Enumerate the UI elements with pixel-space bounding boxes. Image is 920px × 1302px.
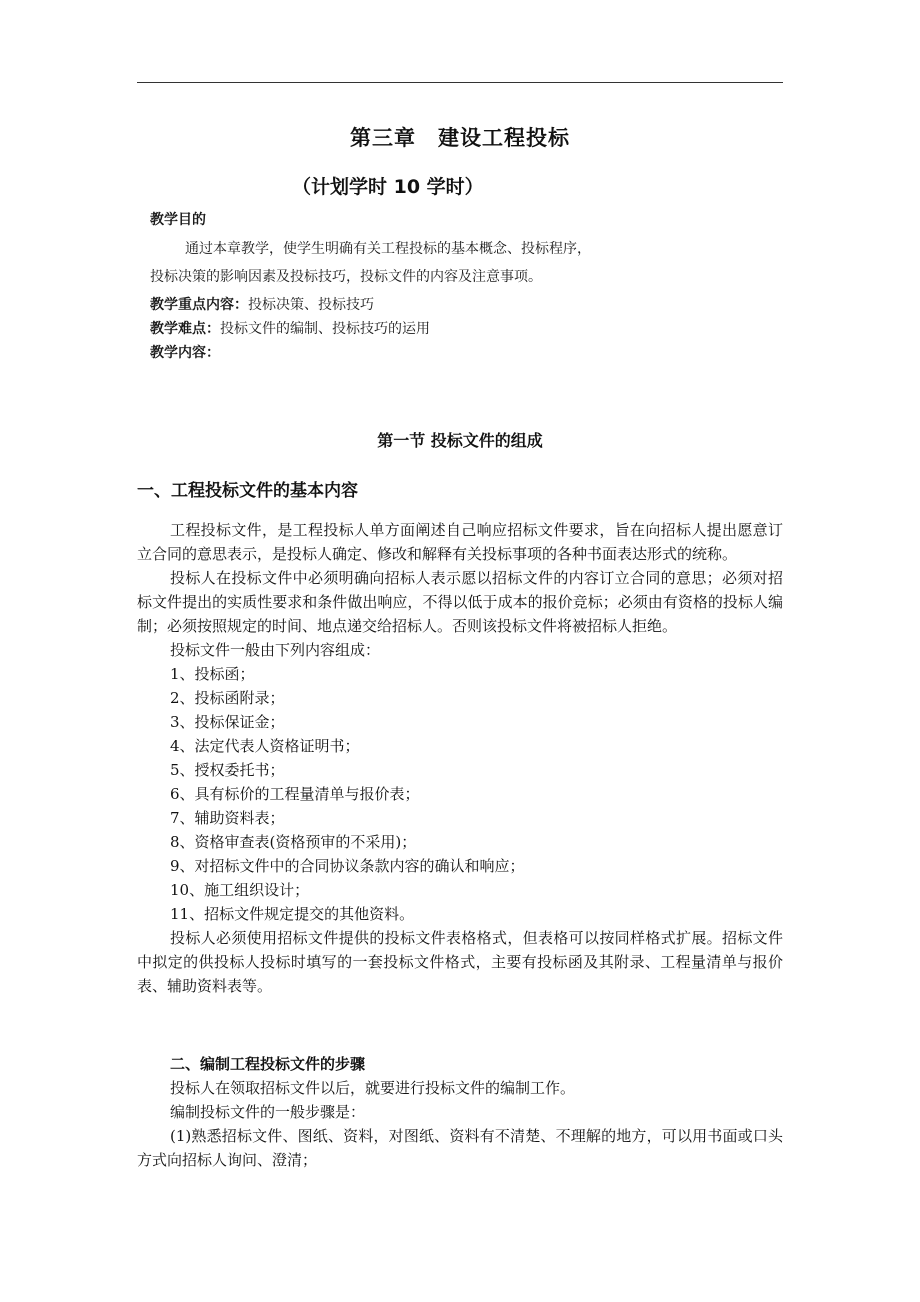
body-block-2 [137,1076,783,1172]
difficulties-label: 教学难点： [150,321,220,337]
paragraph-format: 投标人必须使用招标文件提供的投标文件表格格式，但表格可以按同样格式扩展。招标文件中拟定的供投标人投标时填写的一套投标文件格式，主要有投标函及其附录、工程量清单与报价表、辅助资料表等。 [137,929,783,995]
list-item: 2、投标函附录； [170,689,285,707]
paragraph-steps-intro: 投标人在领取招标文件以后，就要进行投标文件的编制工作。 [170,1079,576,1097]
list-item: 5、授权委托书； [170,761,285,779]
objectives-label: 教学目的 [150,212,206,228]
key-points [150,294,374,314]
list-item: 1、投标函； [170,665,255,683]
paragraph-requirements: 投标人在投标文件中必须明确向招标人表示愿以招标文件的内容订立合同的意思；必须对招标文件提出的实质性要求和条件做出响应，不得以低于成本的报价竞标；必须由有资格的投标人编制；必须按照规定的时间、地点递交给招标人。否则该投标文件将被招标人拒绝。 [137,569,783,635]
heading-steps: 二、编制工程投标文件的步骤 [170,1055,366,1073]
body-block-1 [137,518,783,998]
list-item: 8、资格审查表(资格预审的不采用)； [170,833,417,851]
list-item: 11、招标文件规定提交的其他资料。 [170,905,415,923]
hours-note: （计划学时 10 学时） [292,176,484,198]
objectives-line2: 投标决策的影响因素及投标技巧，投标文件的内容及注意事项。 [150,269,542,285]
list-item: 9、对招标文件中的合同协议条款内容的确认和响应； [170,857,525,875]
section-title: 第一节 投标文件的组成 [377,431,543,450]
objectives-line1: 通过本章教学，使学生明确有关工程投标的基本概念、投标程序， [185,241,591,257]
chapter-title: 第三章 建设工程投标 [350,126,570,150]
key-points-text: 投标决策、投标技巧 [248,297,374,313]
heading-basic-content: 一、工程投标文件的基本内容 [137,481,358,501]
list-item: 6、具有标价的工程量清单与报价表； [170,785,420,803]
paragraph-steps-general: 编制投标文件的一般步骤是： [170,1103,366,1121]
list-item: 3、投标保证金； [170,713,285,731]
difficulties-text: 投标文件的编制、投标技巧的运用 [220,321,430,337]
difficulties [150,318,430,338]
list-item: 4、法定代表人资格证明书； [170,737,360,755]
paragraph-composition-intro: 投标文件一般由下列内容组成： [170,641,381,659]
paragraph-step-1: (1)熟悉招标文件、图纸、资料，对图纸、资料有不清楚、不理解的地方，可以用书面或口头方式向招标人询问、澄清； [137,1127,783,1169]
paragraph-definition: 工程投标文件，是工程投标人单方面阐述自己响应招标文件要求，旨在向招标人提出愿意订立合同的意思表示，是投标人确定、修改和解释有关投标事项的各种书面表达形式的统称。 [137,521,783,563]
list-item: 7、辅助资料表； [170,809,285,827]
list-item: 10、施工组织设计； [170,881,310,899]
content-label: 教学内容： [150,345,220,361]
key-points-label: 教学重点内容： [150,297,248,313]
header-rule [137,82,783,83]
